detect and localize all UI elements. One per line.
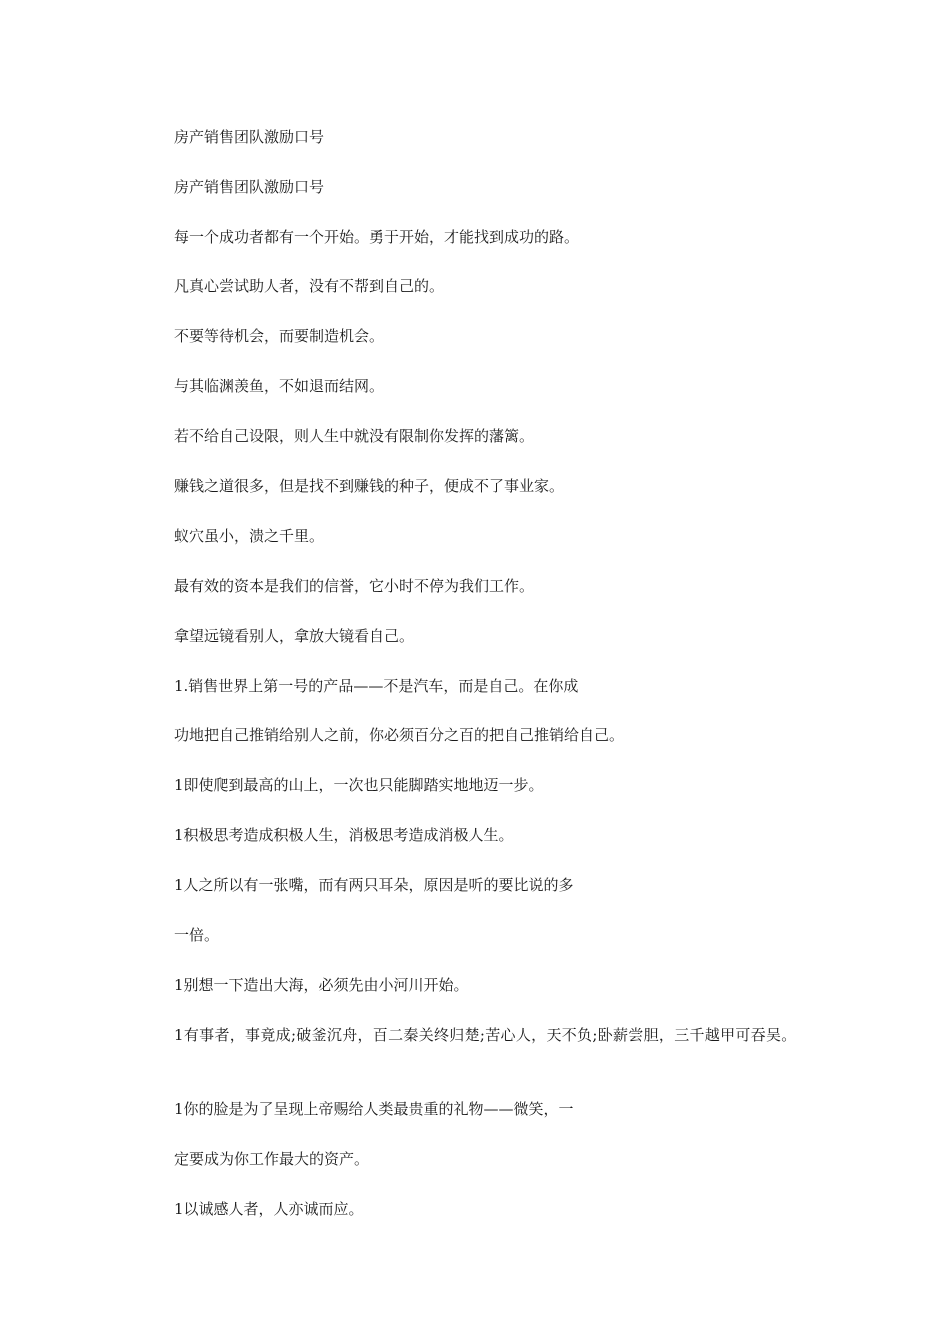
paragraph-wrapped: 1有事者，事竟成;破釜沉舟，百二秦关终归楚;苦心人，天不负;卧薪尝胆，三千越甲可吞吴。 [174,1026,797,1044]
paragraph-line: 与其临渊羡鱼，不如退而结网。 [174,377,385,395]
paragraph-line: 一倍。 [174,926,220,944]
paragraph-line: 定要成为你工作最大的资产。 [174,1150,370,1168]
paragraph-line: 1你的脸是为了呈现上帝赐给人类最贵重的礼物——微笑，一 [174,1100,574,1118]
paragraph-line: 1别想一下造出大海，必须先由小河川开始。 [174,976,469,994]
paragraph-line: 赚钱之道很多，但是找不到赚钱的种子，便成不了事业家。 [174,477,565,495]
paragraph-line: 1积极思考造成积极人生，消极思考造成消极人生。 [174,826,514,844]
paragraph-line: 1人之所以有一张嘴，而有两只耳朵，原因是听的要比说的多 [174,876,574,894]
paragraph-line: 每一个成功者都有一个开始。勇于开始，才能找到成功的路。 [174,228,580,246]
paragraph-line: 1即使爬到最高的山上，一次也只能脚踏实地地迈一步。 [174,776,544,794]
paragraph-line: 凡真心尝试助人者，没有不帮到自己的。 [174,277,445,295]
doc-title: 房产销售团队激励口号 [174,128,325,146]
doc-subtitle: 房产销售团队激励口号 [174,178,325,196]
paragraph-line: 最有效的资本是我们的信誉，它小时不停为我们工作。 [174,577,535,595]
paragraph-line: 1.销售世界上第一号的产品——不是汽车，而是自己。在你成 [174,677,579,695]
paragraph-line: 蚁穴虽小，溃之千里。 [174,527,325,545]
paragraph-line: 功地把自己推销给别人之前，你必须百分之百的把自己推销给自己。 [174,726,625,744]
paragraph-line: 若不给自己设限，则人生中就没有限制你发挥的藩篱。 [174,427,535,445]
paragraph-line: 1以诚感人者，人亦诚而应。 [174,1200,364,1218]
paragraph-line: 不要等待机会，而要制造机会。 [174,327,385,345]
paragraph-line: 拿望远镜看别人，拿放大镜看自己。 [174,627,415,645]
